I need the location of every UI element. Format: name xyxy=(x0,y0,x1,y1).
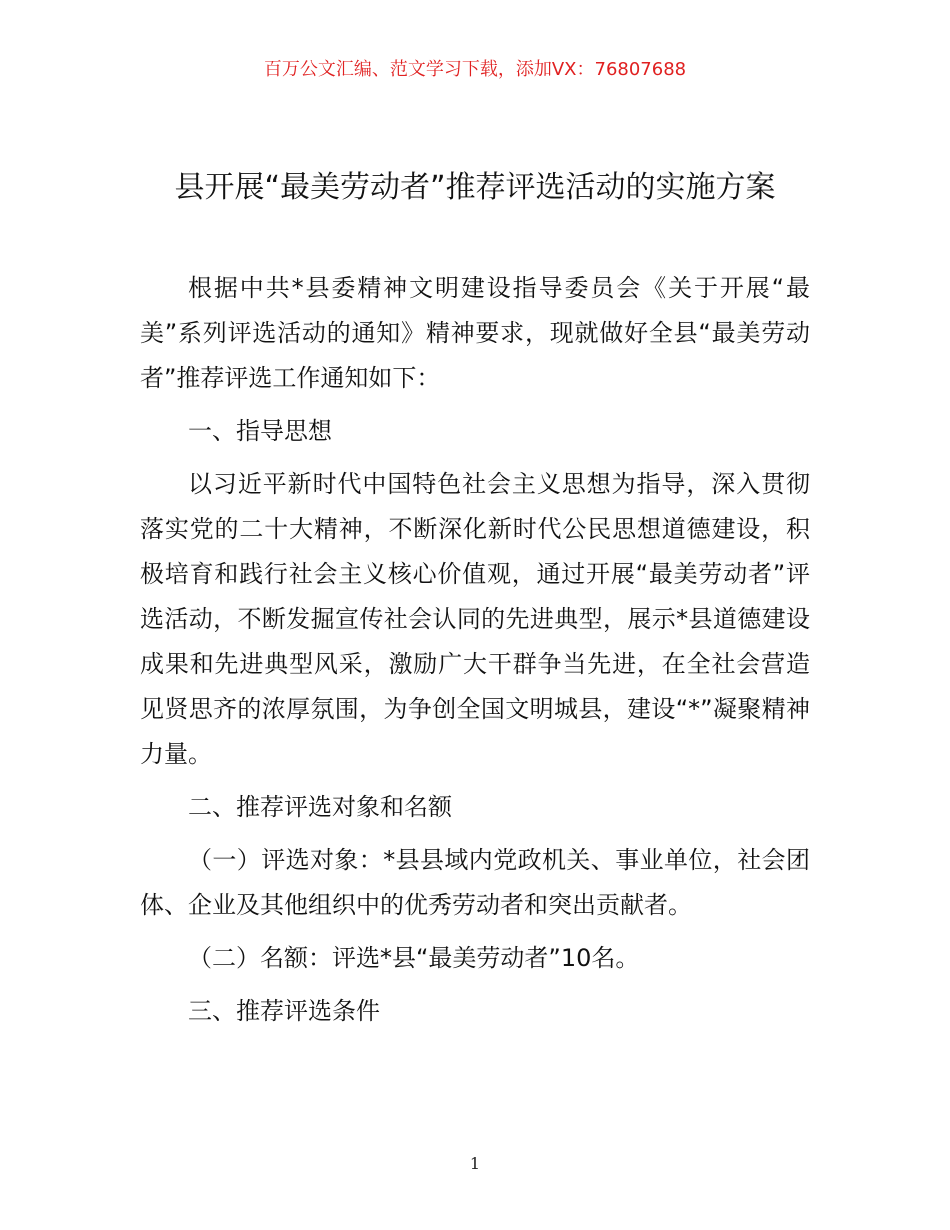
section-heading-2: 二、推荐评选对象和名额 xyxy=(188,793,452,821)
page-number: 1 xyxy=(469,1154,481,1173)
section-heading-3: 三、推荐评选条件 xyxy=(188,997,380,1025)
document-title: 县开展“最美劳动者”推荐评选活动的实施方案 xyxy=(174,170,776,205)
paragraph-quota: （二）名额：评选*县“最美劳动者”10名。 xyxy=(188,944,640,972)
paragraph-guiding-thought: 以习近平新时代中国特色社会主义思想为指导，深入贯彻落实党的二十大精神，不断深化新时代公民思想道德建设，积极培育和践行社会主义核心价值观，通过开展“最美劳动者”评选活动，不断发掘宣传社会认同的先进典型，展示*县道德建设成果和先进典型风采，激励广大干群争当先进，在全社会营造见贤思齐的浓厚氛围，为争创全国文明城县，建设“*”凝聚精神力量。 xyxy=(140,470,810,768)
document-body xyxy=(140,266,810,1042)
paragraph-intro: 根据中共*县委精神文明建设指导委员会《关于开展“最美”系列评选活动的通知》精神要求，现就做好全县“最美劳动者”推荐评选工作通知如下： xyxy=(140,274,810,392)
paragraph-selection-target: （一）评选对象：*县县域内党政机关、事业单位，社会团体、企业及其他组织中的优秀劳动者和突出贡献者。 xyxy=(140,846,810,919)
section-heading-1: 一、指导思想 xyxy=(188,417,332,445)
header-watermark-note: 百万公文汇编、范文学习下载，添加VX：76807688 xyxy=(263,59,687,80)
